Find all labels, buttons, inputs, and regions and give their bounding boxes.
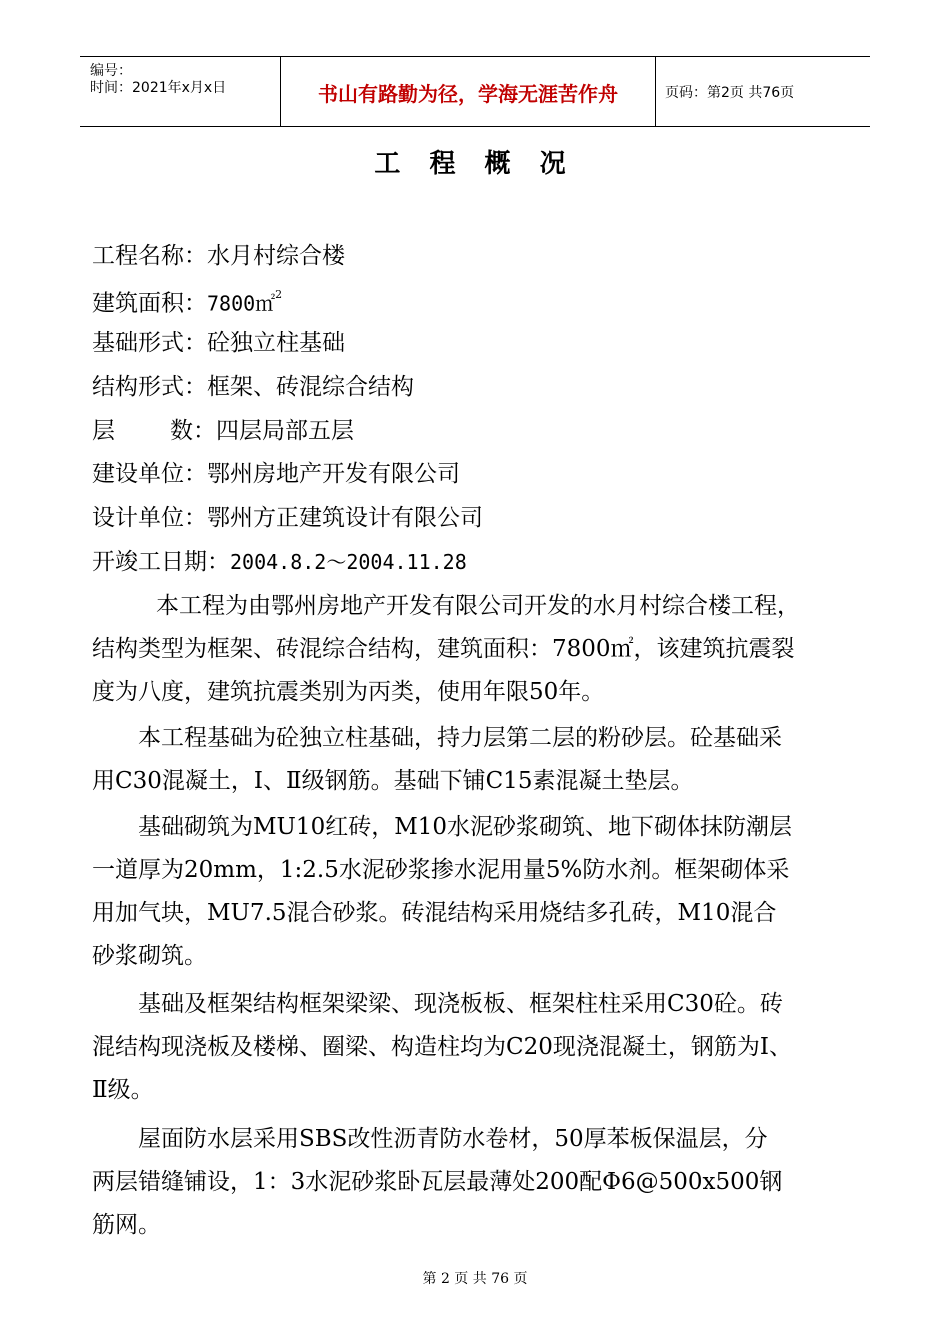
field-floors <box>92 416 354 446</box>
motto: 书山有路勤为径，学海无涯苦作舟 <box>318 82 618 106</box>
paragraph-line: 结构类型为框架、砖混综合结构，建筑面积：7800㎡，该建筑抗震裂 <box>92 636 795 662</box>
area-sup: 2 <box>275 288 283 301</box>
dates-value: 2004.8.2～2004.11.28 <box>230 550 467 574</box>
paragraph-line: 用C30混凝土，Ⅰ、Ⅱ级钢筋。基础下铺C15素混凝土垫层。 <box>92 768 694 794</box>
page-footer: 第 2 页 共 76 页 <box>422 1271 528 1287</box>
paragraph-line: 度为八度，建筑抗震类别为丙类，使用年限50年。 <box>92 679 605 705</box>
header-motto-cell <box>280 57 656 126</box>
paragraph-line: 砂浆砌筑。 <box>92 943 207 969</box>
paragraph-line: Ⅱ级。 <box>92 1077 154 1103</box>
paragraph-masonry <box>92 806 882 978</box>
paragraph-line: 两层错缝铺设，1：3水泥砂浆卧瓦层最薄处200配Φ6@500x500钢 <box>92 1169 783 1195</box>
number-label: 编号： <box>90 63 132 79</box>
paragraph-line: 筋网。 <box>92 1212 161 1238</box>
field-designer: 设计单位：鄂州方正建筑设计有限公司 <box>92 505 483 531</box>
page-title: 工 程 概 况 <box>374 149 576 179</box>
dates-label: 开竣工日期： <box>92 549 230 575</box>
paragraph-overview <box>92 585 882 714</box>
paragraph-roof <box>92 1118 882 1247</box>
area-label: 建筑面积： <box>92 290 207 317</box>
field-area <box>92 284 282 319</box>
paragraph-line: 本工程基础为砼独立柱基础，持力层第二层的粉砂层。砼基础采 <box>138 725 782 751</box>
field-structure: 结构形式：框架、砖混综合结构 <box>92 374 414 400</box>
paragraph-line: 屋面防水层采用SBS改性沥青防水卷材，50厚苯板保温层，分 <box>138 1126 768 1152</box>
paragraph-line: 混结构现浇板及楼梯、圈梁、构造柱均为C20现浇混凝土，钢筋为Ⅰ、 <box>92 1034 792 1060</box>
header-left-cell <box>80 57 280 126</box>
paragraph-line: 基础及框架结构框架梁梁、现浇板板、框架柱柱采用C30砼。砖 <box>138 991 783 1017</box>
field-project-name: 工程名称：水月村综合楼 <box>92 243 345 269</box>
paragraph-line: 一道厚为20mm，1:2.5水泥砂浆掺水泥用量5%防水剂。框架砌体采 <box>92 857 790 883</box>
paragraph-line: 用加气块，MU7.5混合砂浆。砖混结构采用烧结多孔砖，M10混合 <box>92 900 777 926</box>
field-builder: 建设单位：鄂州房地产开发有限公司 <box>92 461 460 487</box>
area-value: 7800㎡ <box>207 291 276 316</box>
field-foundation: 基础形式：砼独立柱基础 <box>92 330 345 356</box>
page-info: 页码：第2页 共76页 <box>665 85 795 101</box>
time-label: 时间：2021年x月x日 <box>90 80 227 96</box>
paragraph-foundation <box>92 717 882 803</box>
field-dates <box>92 547 467 577</box>
paragraph-line: 本工程为由鄂州房地产开发有限公司开发的水月村综合楼工程， <box>156 593 800 619</box>
paragraph-concrete <box>92 983 882 1112</box>
floors-label: 层 <box>92 418 115 444</box>
header-right-cell <box>655 57 870 126</box>
paragraph-line: 基础砌筑为MU10红砖，M10水泥砂浆砌筑、地下砌体抹防潮层 <box>138 814 793 840</box>
floors-value: 数：四层局部五层 <box>170 418 354 444</box>
page-header <box>80 56 870 127</box>
